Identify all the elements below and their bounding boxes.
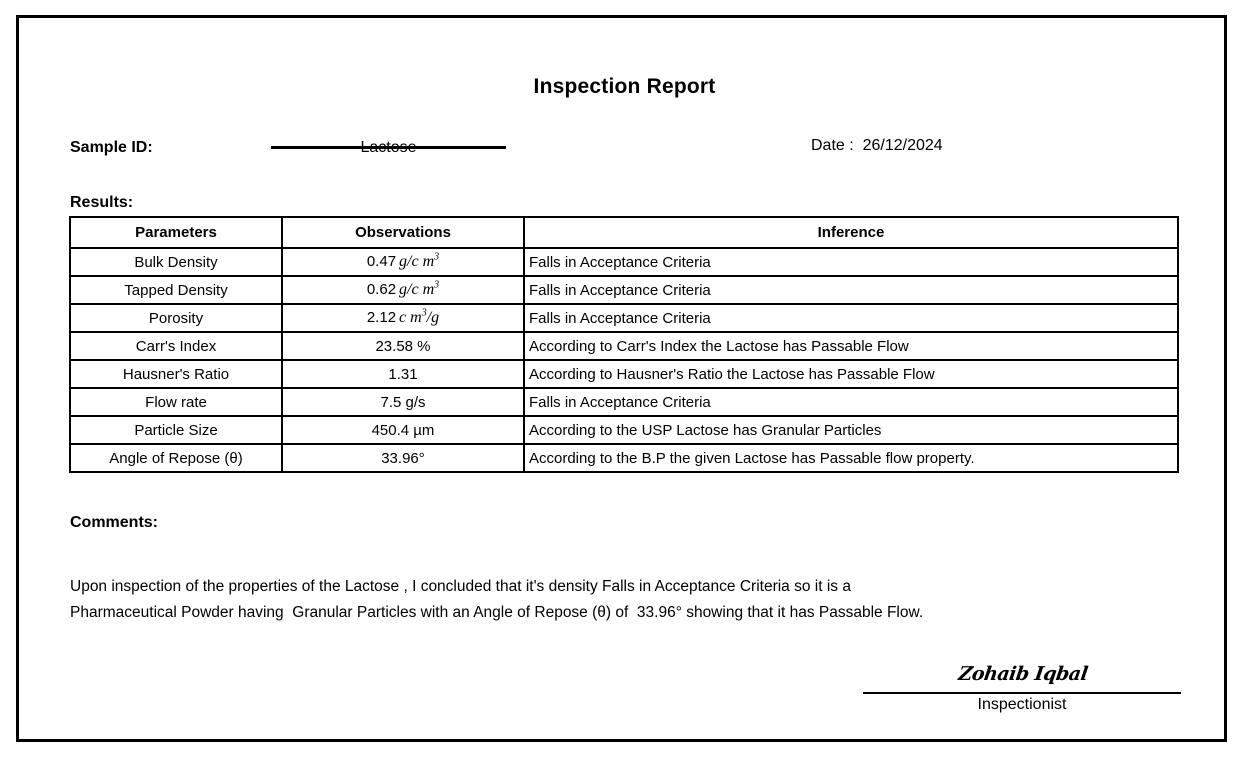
observation-unit [396,309,439,326]
cell-observation: 1.31 [282,360,524,388]
column-header-parameters: Parameters [70,217,282,248]
cell-observation [282,276,524,304]
cell-observation: 450.4 µm [282,416,524,444]
cell-inference: Falls in Acceptance Criteria [524,248,1178,276]
cell-inference: According to the B.P the given Lactose has Passable flow property. [524,444,1178,472]
table-row [70,388,1178,416]
signature-handwriting: Zohaib Iqbal [957,663,1089,685]
table-row [70,416,1178,444]
observation-number: 0.62 [366,281,397,298]
signature-line [863,692,1181,694]
cell-parameter: Particle Size [70,416,282,444]
cell-parameter: Hausner's Ratio [70,360,282,388]
cell-parameter: Porosity [70,304,282,332]
sample-id-value: Lactose [360,139,417,156]
cell-parameter: Bulk Density [70,248,282,276]
column-header-inference: Inference [524,217,1178,248]
sample-id-label: Sample ID: [70,139,153,156]
cell-inference: According to the USP Lactose has Granular Particles [524,416,1178,444]
cell-parameter: Carr's Index [70,332,282,360]
results-table [69,216,1179,473]
column-header-observations: Observations [282,217,524,248]
table-row [70,332,1178,360]
comments-text-line-1: Upon inspection of the properties of the Lactose , I concluded that it's density Falls in Acceptance Criteria so it is a [70,578,851,595]
cell-inference: According to Hausner's Ratio the Lactose has Passable Flow [524,360,1178,388]
table-body [70,248,1178,472]
cell-inference: According to Carr's Index the Lactose has Passable Flow [524,332,1178,360]
observation-number: 2.12 [366,309,397,326]
report-date: Date : 26/12/2024 [811,137,943,154]
unit-exponent: 3 [434,251,440,263]
comments-text-line-2: Pharmaceutical Powder having Granular Particles with an Angle of Repose (θ) of 33.96° showing that it has Passable Flow. [70,604,924,621]
table-row [70,360,1178,388]
results-heading: Results: [70,194,134,211]
unit-exponent: 3 [434,279,440,291]
cell-inference: Falls in Acceptance Criteria [524,276,1178,304]
unit-tail: /g [426,309,440,326]
page-title: Inspection Report [533,75,716,98]
document-border-frame [16,15,1227,742]
unit-base: g/c m [399,253,435,270]
signature-role-label: Inspectionist [977,696,1067,713]
cell-observation: 7.5 g/s [282,388,524,416]
comments-heading: Comments: [70,514,159,531]
observation-unit [396,253,439,270]
cell-observation [282,248,524,276]
observation-unit [396,281,439,298]
cell-observation: 33.96° [282,444,524,472]
cell-parameter: Tapped Density [70,276,282,304]
cell-observation [282,304,524,332]
cell-parameter: Angle of Repose (θ) [70,444,282,472]
observation-number: 0.47 [366,253,397,270]
unit-exponent: 3 [421,307,427,319]
table-row [70,276,1178,304]
table-row [70,444,1178,472]
unit-base: g/c m [399,281,435,298]
sample-id-underline [271,146,506,149]
cell-observation: 23.58 % [282,332,524,360]
cell-inference: Falls in Acceptance Criteria [524,388,1178,416]
table-row [70,248,1178,276]
table-header-row [70,217,1178,248]
table-row [70,304,1178,332]
cell-parameter: Flow rate [70,388,282,416]
cell-inference: Falls in Acceptance Criteria [524,304,1178,332]
unit-base: c m [399,309,422,326]
